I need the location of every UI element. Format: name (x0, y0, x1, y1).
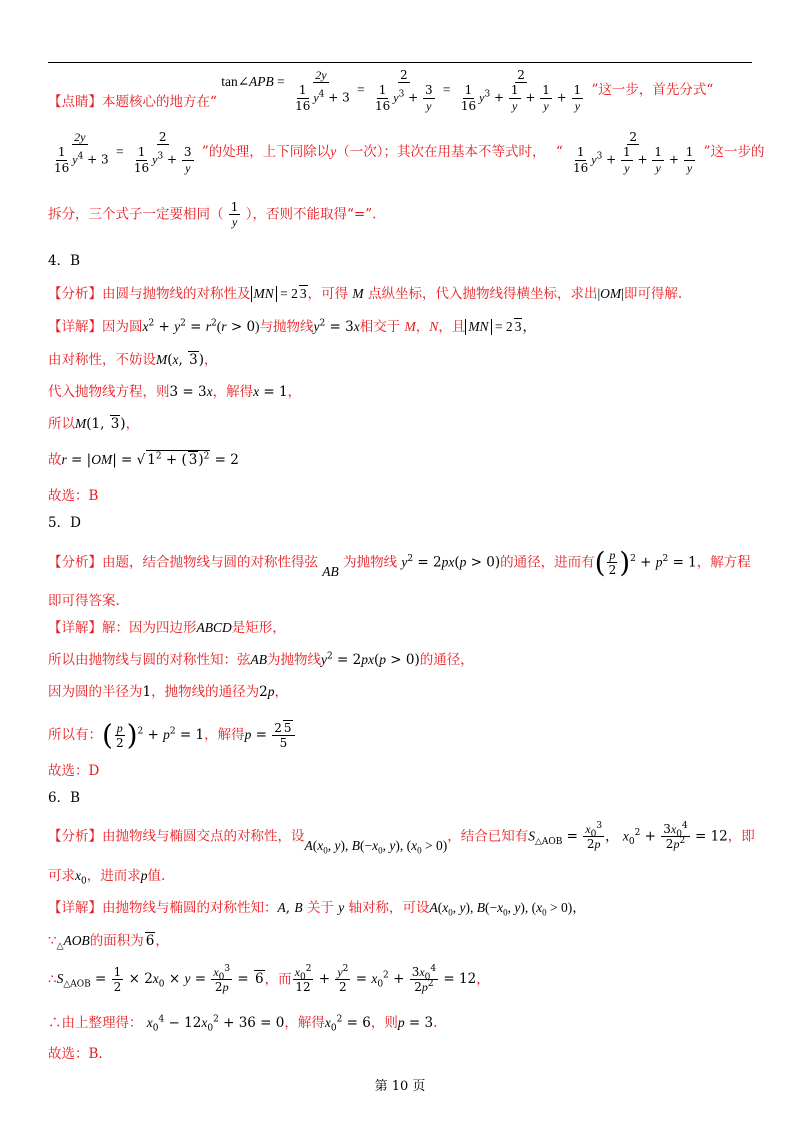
q5-detail: 【详解】解：因为四边形ABCD是矩形， (48, 620, 286, 636)
q5-equation: 所以有：( $\frac{p}{2}$ )$^2 + p^2 = 1$，解得p = $\frac{2 5}{5}$ (48, 720, 296, 751)
q5-answer: 故选：D (48, 763, 100, 779)
q5-number: 5．D (48, 515, 81, 531)
page-footer: 第 10 页 (374, 1079, 426, 1094)
q6-area: $\because_\triangle AOB$的面积为 6， (48, 933, 169, 952)
tip-line-3: 拆分，三个式子一定要相同（ $\frac{1}{y}$ ），否则不能取得“=”. (48, 200, 377, 230)
header-rule (48, 62, 752, 63)
q5-radius: 因为圆的半径为1，抛物线的通径为2p， (48, 684, 288, 700)
tip-line-2: 2y $\frac{1}{16}$ $y^4 + 3$ = 2 $\frac{1}{16}$ $y^3$ + $\frac{3}{y}$ ”的处理，上下同除以y（一次）；其次在用基本不等式时， “ 2 $\frac{1}{16}$ $y^3$ + $\frac{1}{y}$ + $\frac{1}{y}$ + $\frac{1}{y}$ ”这一步的 (54, 130, 765, 175)
q4-symmetry: 由对称性，不妨设M(x, 3)， (48, 352, 218, 368)
q4-result: 故r = |OM| = √ $1^2$ + ( 3)$^2$ = 2 (48, 451, 239, 468)
q5-analysis: 【分析】由题，结合抛物线与圆的对称性得弦 AB 为抛物线 $y^2 = 2px(p > 0)$的通径，进而有( $\frac{p}{2}$ )$^2 + p^2 = 1$，解方程 (48, 545, 751, 580)
q4-detail: 【详解】因为圆$x^2 + y^2 = r^2(r > 0)$与抛物线$y^2 = 3x$相交于 M，N，且 MN = 2 3， (48, 318, 536, 335)
q4-analysis: 【分析】由圆与抛物线的对称性及 MN = 2 3，可得 M 点纵坐标，代入抛物线得横坐标，求出|OM|即可得解. (48, 286, 683, 302)
q4-substitute: 代入抛物线方程，则3 = 3x，解得x = 1， (48, 384, 302, 400)
q4-answer: 故选：B (48, 488, 99, 504)
q4-number: 4．B (48, 253, 81, 269)
q6-analysis: 【分析】由抛物线与椭圆交点的对称性，设$A(x_0$, y), $B(-x_0$, y), $(x_0 > 0)$，结合已知有$S_{\triangle AOB}$ = $\frac{x_0^3}{2p}$ ， $x_0^2$ + $\frac{3x_0^4}{2p^2}$ = 12，即 (48, 821, 755, 857)
q6-organize: ∴由上整理得： $x_0^4 - 12x_0^2 + 36 = 0$，解得$x_0^2 = 6$，则p = 3. (48, 1014, 438, 1034)
q5-symmetry: 所以由抛物线与圆的对称性知：弦AB为抛物线$y^2 = 2px(p > 0)$的通径， (48, 651, 474, 668)
q5-analysis-cont: 即可得答案. (48, 593, 120, 609)
q6-answer: 故选：B. (48, 1046, 103, 1062)
q6-therefore: $\therefore S_{\triangle AOB}$ = $\frac{1}{2}$ × $2x_0 \times y$ = $\frac{x_0^3}{2p}$ = 6，而 $\frac{x_0^2}{12}$ + $\frac{y^2}{2}$ = $x_0^2$ + $\frac{3x_0^4}{2p^2}$ = 12， (48, 964, 490, 995)
q6-detail: 【详解】由抛物线与椭圆的对称性知：A, B 关于 y 轴对称，可设$A(x_0$, y), $B(-x_0$, y), $(x_0 > 0)$， (48, 900, 586, 918)
q6-analysis-cont: 可求$x_0$，进而求p值. (48, 868, 166, 887)
q6-number: 6．B (48, 790, 81, 806)
tip-line-1: 【点睛】本题核心的地方在“ tan∠APB = 2y $\frac{1}{16}$ $y^4 + 3$ = 2 $\frac{1}{16}$ $y^3$ + $\frac{3}{y}$ = 2 $\frac{1}{16}$ $y^3$ + $\frac{1}{y}$ + $\frac{1}{y}$ + $\frac{1}{y}$ ”这一步，首先分式“ (48, 68, 714, 113)
q4-so: 所以M(1, 3)， (48, 416, 140, 432)
